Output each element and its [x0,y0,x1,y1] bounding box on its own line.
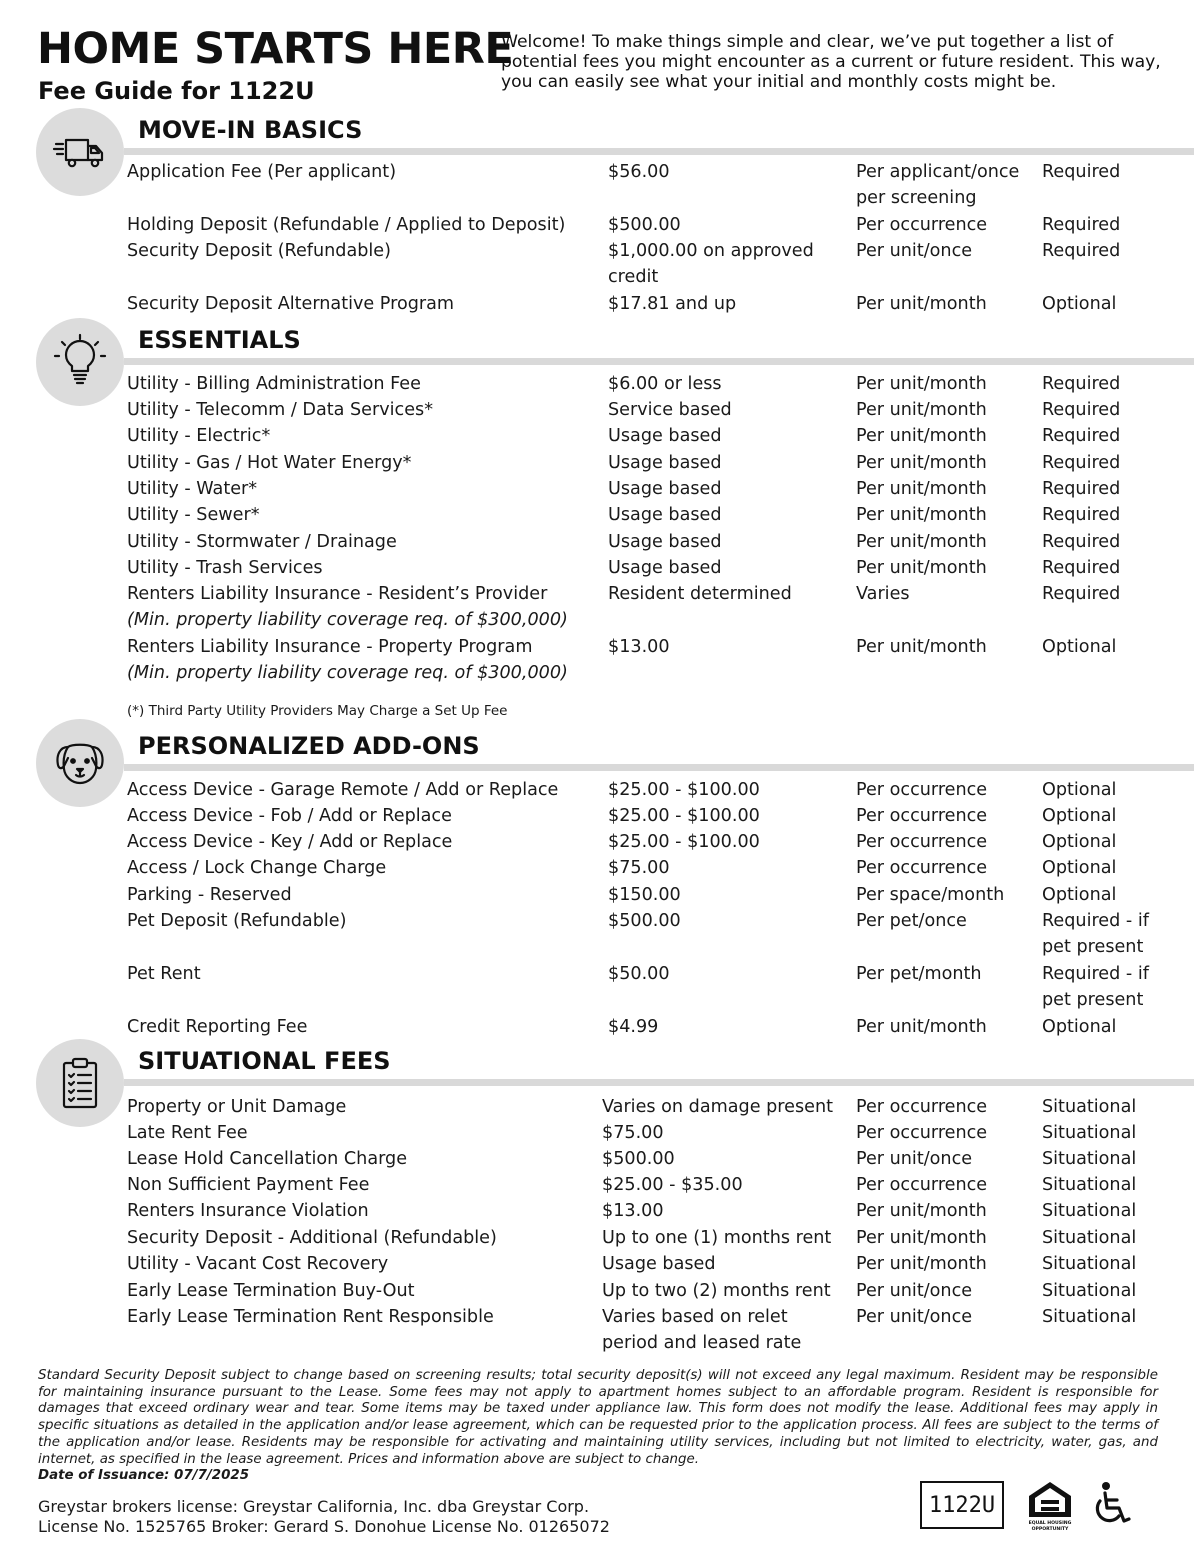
fee-frequency: Per unit/month [856,453,987,473]
dog-icon [50,733,110,793]
fee-frequency: Per unit/month [856,532,987,552]
fee-status: Situational [1042,1307,1137,1327]
fee-frequency: Per occurrence [856,780,988,800]
fee-frequency: Per pet/once [856,911,967,931]
broker-line-2: License No. 1525765 Broker: Gerard S. Donohue License No. 01265072 [38,1517,610,1536]
fee-name: Utility - Billing Administration Fee [127,374,421,394]
fee-frequency: Per unit/month [856,637,987,657]
fee-amount: Usage based [608,426,722,446]
fee-name-text: Renters Liability Insurance - Property Program [127,637,533,657]
fee-status: Required [1042,584,1121,604]
fee-status: Optional [1042,885,1117,905]
fee-frequency: Per unit/month [856,1228,987,1248]
section-title: ESSENTIALS [138,326,301,354]
equal-housing-opportunity-icon [1026,1479,1074,1533]
property-logo: 1122U [920,1481,1004,1529]
fee-status: Optional [1042,858,1117,878]
fee-frequency: Per unit/month [856,558,987,578]
fee-name: Utility - Telecomm / Data Services* [127,400,433,420]
fee-name: Utility - Sewer* [127,505,260,525]
fee-amount: $25.00 - $35.00 [602,1175,743,1195]
fee-status: Optional [1042,806,1117,826]
fee-status: Required [1042,505,1121,525]
issuance-date: Date of Issuance: 07/7/2025 [38,1468,250,1483]
fee-status: Required - if pet present [1042,964,1149,1010]
fee-name: Utility - Gas / Hot Water Energy* [127,453,412,473]
fee-amount: Service based [608,400,732,420]
fee-amount: $13.00 [608,637,670,657]
section-divider [124,1079,1194,1086]
fee-status: Situational [1042,1123,1137,1143]
lightbulb-icon [50,332,110,392]
fee-name: Lease Hold Cancellation Charge [127,1149,408,1169]
fee-status: Optional [1042,780,1117,800]
fee-amount: Usage based [608,453,722,473]
page-subtitle: Fee Guide for 1122U [38,77,315,105]
fee-status: Required [1042,215,1121,235]
fee-frequency: Per unit/month [856,1254,987,1274]
fee-amount: Up to two (2) months rent [602,1281,831,1301]
fee-name: Security Deposit - Additional (Refundable) [127,1228,497,1248]
fee-frequency: Per occurrence [856,1097,988,1117]
disclaimer-text: Standard Security Deposit subject to change based on screening results; total security deposit(s) will not exceed any legal maximum. Resident may be responsible for maintaining insurance pursuant to the Lease. Some fees may not apply to apartment homes subject to an affordable program. Resident is responsible for damages that exceed ordinary wear and tear. Some items may be taxed under appliance law. This form does not modify the lease. Additional fees may apply in specific situations as detailed in the application and/or lease agreement, which can be requested prior to the application process. All fees are subject to the terms of the application and/or lease. Residents may be responsible for activating and maintaining utility services, including but not limited to electricity, water, gas, and internet, as specified in the lease agreement. Prices and information above are subject to change. [38,1368,1158,1467]
fee-name: Utility - Vacant Cost Recovery [127,1254,389,1274]
fee-frequency: Per unit/once [856,1307,973,1327]
fee-name: Application Fee (Per applicant) [127,162,397,182]
fee-frequency: Per unit/month [856,479,987,499]
fee-status: Situational [1042,1228,1137,1248]
section-icon-circle [36,1039,124,1127]
fee-status: Required [1042,241,1121,261]
fee-status: Required - if pet present [1042,911,1149,957]
fee-name: Early Lease Termination Buy-Out [127,1281,415,1301]
fee-name: Access Device - Garage Remote / Add or Replace [127,780,559,800]
fee-name: Renters Insurance Violation [127,1201,369,1221]
fee-frequency: Per unit/month [856,294,987,314]
fee-name-text: Renters Liability Insurance - Resident’s Provider [127,584,548,604]
fee-frequency: Per space/month [856,885,1005,905]
fee-amount: $500.00 [608,215,681,235]
fee-frequency: Per unit/month [856,426,987,446]
fee-frequency: Per occurrence [856,1123,988,1143]
fee-status: Required [1042,162,1121,182]
section-divider [124,764,1194,771]
fee-status: Situational [1042,1175,1137,1195]
fee-status: Optional [1042,832,1117,852]
fee-amount: $150.00 [608,885,681,905]
fee-name: Security Deposit (Refundable) [127,241,392,261]
fee-frequency: Per occurrence [856,832,988,852]
fee-amount: $17.81 and up [608,294,737,314]
fee-name: Credit Reporting Fee [127,1017,308,1037]
fee-status: Required [1042,479,1121,499]
fee-status: Required [1042,532,1121,552]
delivery-truck-icon [50,122,110,182]
fee-name: Pet Rent [127,964,201,984]
page-title: HOME STARTS HERE [37,24,514,74]
fee-amount: Up to one (1) months rent [602,1228,832,1248]
section-title: PERSONALIZED ADD-ONS [138,732,480,760]
fee-amount: $500.00 [608,911,681,931]
intro-paragraph: Welcome! To make things simple and clear, we’ve put together a list of potential fees you might encounter as a current or future resident. This way, you can easily see what your initial and monthly costs might be. [501,32,1161,92]
fee-frequency: Per unit/once [856,1149,973,1169]
fee-frequency: Per unit/once [856,1281,973,1301]
fee-amount: Resident determined [608,584,792,604]
fee-name: Parking - Reserved [127,885,292,905]
fee-status: Required [1042,400,1121,420]
fee-name: Non Sufficient Payment Fee [127,1175,370,1195]
fee-name: Property or Unit Damage [127,1097,347,1117]
fee-frequency: Per unit/month [856,400,987,420]
fee-note: (Min. property liability coverage req. of $300,000) [127,610,568,630]
fee-amount: $4.99 [608,1017,659,1037]
fee-name: Pet Deposit (Refundable) [127,911,347,931]
fee-status: Required [1042,558,1121,578]
fee-amount: $25.00 - $100.00 [608,832,760,852]
fee-name [127,634,602,686]
fee-frequency: Per occurrence [856,1175,988,1195]
fee-amount: $13.00 [602,1201,664,1221]
fee-amount: $6.00 or less [608,374,722,394]
fee-name: Early Lease Termination Rent Responsible [127,1307,494,1327]
fee-name: Utility - Trash Services [127,558,323,578]
fee-name: Utility - Electric* [127,426,271,446]
fee-status: Required [1042,453,1121,473]
section-title: MOVE-IN BASICS [138,116,363,144]
fee-amount: $25.00 - $100.00 [608,806,760,826]
fee-amount: $1,000.00 on approved credit [608,241,814,287]
fee-frequency: Per occurrence [856,215,988,235]
section-title: SITUATIONAL FEES [138,1047,391,1075]
fee-amount: Varies on damage present [602,1097,833,1117]
fee-frequency: Varies [856,584,910,604]
fee-amount: Usage based [608,558,722,578]
fee-name: Holding Deposit (Refundable / Applied to Deposit) [127,215,566,235]
fee-name: Access / Lock Change Charge [127,858,387,878]
fee-status: Optional [1042,294,1117,314]
fee-status: Situational [1042,1149,1137,1169]
wheelchair-accessibility-icon [1088,1480,1134,1530]
fee-name [127,581,602,633]
fee-amount: $50.00 [608,964,670,984]
fee-amount: Usage based [608,532,722,552]
section-icon-circle [36,318,124,406]
fee-status: Situational [1042,1281,1137,1301]
fee-status: Required [1042,374,1121,394]
fee-frequency: Per pet/month [856,964,982,984]
clipboard-checklist-icon [50,1053,110,1113]
fee-amount: Usage based [608,479,722,499]
svg-text:EQUAL HOUSING: EQUAL HOUSING [1028,1521,1072,1526]
fee-note: (Min. property liability coverage req. of $300,000) [127,663,568,683]
broker-license [38,1497,610,1537]
fee-name: Utility - Stormwater / Drainage [127,532,397,552]
fee-frequency: Per unit/month [856,505,987,525]
utility-footnote: (*) Third Party Utility Providers May Charge a Set Up Fee [127,703,508,719]
fee-amount: $500.00 [602,1149,675,1169]
fee-amount: $56.00 [608,162,670,182]
fee-amount: $75.00 [602,1123,664,1143]
fee-status: Situational [1042,1254,1137,1274]
fee-frequency: Per unit/month [856,1017,987,1037]
fee-amount: $25.00 - $100.00 [608,780,760,800]
fee-status: Situational [1042,1097,1137,1117]
fee-amount: Usage based [602,1254,716,1274]
fee-frequency: Per occurrence [856,806,988,826]
fee-name: Access Device - Key / Add or Replace [127,832,453,852]
fee-frequency: Per unit/once [856,241,973,261]
section-icon-circle [36,108,124,196]
fee-amount: Varies based on relet period and leased rate [602,1307,802,1353]
fee-frequency: Per unit/month [856,374,987,394]
fee-status: Optional [1042,1017,1117,1037]
broker-line-1: Greystar brokers license: Greystar California, Inc. dba Greystar Corp. [38,1497,590,1516]
fee-status: Optional [1042,637,1117,657]
section-divider [124,358,1194,365]
section-divider [124,148,1194,155]
fee-name: Late Rent Fee [127,1123,248,1143]
fee-frequency: Per occurrence [856,858,988,878]
fee-frequency: Per unit/month [856,1201,987,1221]
section-icon-circle [36,719,124,807]
fee-amount: $75.00 [608,858,670,878]
fee-status: Required [1042,426,1121,446]
fee-amount: Usage based [608,505,722,525]
fee-status: Situational [1042,1201,1137,1221]
fee-name: Utility - Water* [127,479,258,499]
fee-name: Access Device - Fob / Add or Replace [127,806,452,826]
svg-text:OPPORTUNITY: OPPORTUNITY [1031,1527,1069,1532]
fee-frequency: Per applicant/once per screening [856,162,1020,208]
fee-name: Security Deposit Alternative Program [127,294,455,314]
